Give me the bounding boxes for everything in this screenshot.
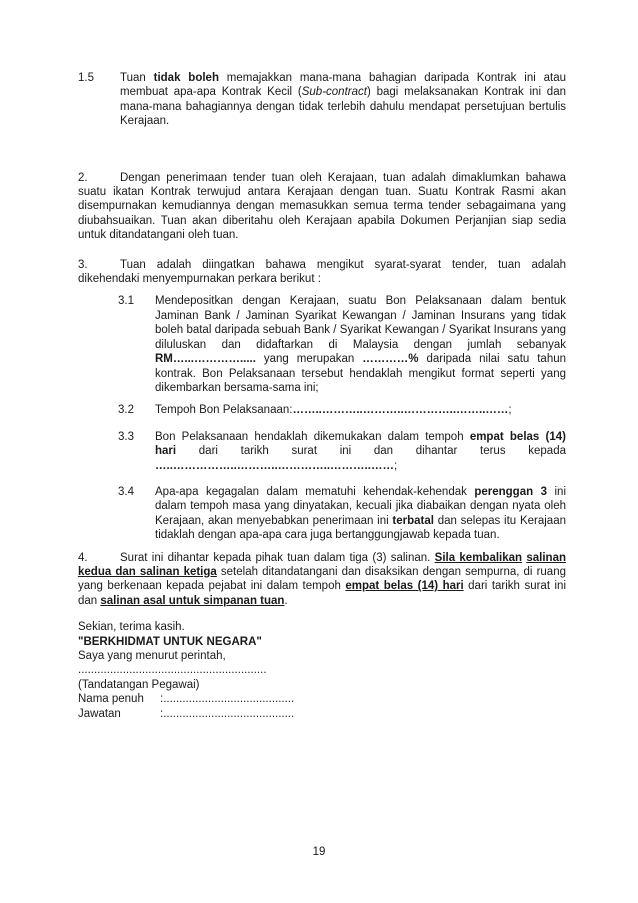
text-run: Apa-apa kegagalan dalam mematuhi kehendak-kehendak: [155, 485, 475, 498]
text-run: dari tarikh surat ini dan: [78, 580, 567, 607]
text-run: …..……………..………..…………..………..……: [155, 459, 394, 472]
paragraph-3: [78, 258, 566, 287]
clause-text: [120, 72, 566, 127]
text-run: Tuan adalah diingatkan bahawa mengikut syarat-syarat tender, tuan adalah dikehendaki menyempurnakan perkara berikut :: [78, 258, 566, 286]
text-run: ini dalam tempoh masa yang dinyatakan, kecuali jika diabaikan dengan nyata oleh Kerajaan, akan menyebabkan penerimaan ini: [155, 485, 566, 527]
clause-text: [155, 404, 512, 416]
text-run: perenggan 3: [474, 485, 548, 498]
clause-number: 4.: [78, 551, 88, 564]
signature-caption: (Tandatangan Pegawai): [78, 678, 200, 691]
text-run: Sub-contract: [301, 86, 367, 99]
clause-1-5: [78, 71, 566, 129]
text-run: dan selepas itu Kerajaan tidaklah dengan apa-apa cara juga bertanggungjawab kepada tuan.: [155, 514, 566, 542]
signature-title-row: [78, 707, 566, 721]
clause-number: 3.4: [118, 485, 134, 498]
text-run: tidak boleh: [153, 72, 219, 84]
clause-text: [78, 552, 566, 607]
clause-number: 3.3: [118, 430, 134, 443]
text-run: Bon Pelaksanaan hendaklah dikemukakan dalam tempoh: [155, 430, 470, 443]
text-run: .: [284, 594, 288, 607]
closing-thanks: Sekian, terima kasih.: [78, 621, 185, 634]
clause-number: 3.: [78, 258, 88, 271]
clause-text: [78, 259, 566, 285]
paragraph-2: [78, 171, 566, 243]
signature-block: [78, 663, 566, 721]
text-run: dari tarikh surat ini dan dihantar terus kepada: [176, 445, 566, 458]
text-run: ) bagi melaksanakan Kontrak ini dan mana-mana bahagiannya dengan tidak terlebih dahulu mendapat persetujuan bertulis Kerajaan.: [120, 86, 566, 128]
signature-title-label: Jawatan: [78, 707, 121, 720]
signature-name-label: Nama penuh: [78, 693, 144, 706]
text-run: Surat ini dihantar kepada pihak tuan dalam tiga (3) salinan.: [120, 551, 435, 564]
clause-number: 3.2: [118, 404, 134, 417]
text-run: Tuan: [120, 72, 154, 84]
paragraph-4: [78, 551, 566, 609]
text-run: …………%: [362, 353, 419, 366]
signature-dotted-line: ...........................................................: [78, 664, 267, 677]
subclause-3-1: [78, 294, 566, 395]
clause-text: [78, 172, 566, 242]
signature-name-row: [78, 692, 566, 706]
text-run: RM…...………….....: [155, 353, 256, 366]
subclause-3-4: [78, 485, 566, 543]
clause-number: 1.5: [78, 72, 94, 84]
document-content: [78, 71, 566, 721]
text-run: Mendepositkan dengan Kerajaan, suatu Bon Pelaksanaan dalam bentuk Jaminan Bank / Jaminan Syarikat Kewangan / Jaminan Insurans yang tidak boleh batal daripada sebuah Bank / Syarikat Kewangan / Syarikat Insurans yang diluluskan dan didaftarkan di Malaysia dengan jumlah sebanyak: [155, 295, 566, 351]
text-run: Sila kembalikan: [434, 551, 523, 564]
clause-text: [155, 486, 566, 541]
closing-motto: "BERKHIDMAT UNTUK NEGARA": [78, 635, 262, 648]
signature-name-value: :.........................................: [160, 693, 295, 706]
text-run: memajakkan mana-mana bahagian daripada Kontrak ini atau membuat apa-apa Kontrak Kecil (: [120, 72, 566, 99]
text-run: salinan kedua dan salinan ketiga: [78, 551, 566, 578]
text-run: empat belas (14) hari: [155, 430, 566, 458]
clause-number: 3.1: [118, 295, 134, 308]
subclause-3-3: [78, 430, 566, 473]
text-run: setelah ditandatangani dan disaksikan dengan sempurna, di ruang yang berkenaan kepada pejabat ini dalam tempoh: [78, 565, 566, 593]
closing-salutation: Saya yang menurut perintah,: [78, 650, 226, 662]
text-run: ;: [393, 459, 398, 472]
text-run: Tempoh Bon Pelaksanaan:: [155, 404, 293, 417]
signature-title-value: :.........................................: [160, 707, 295, 720]
text-run: yang merupakan: [255, 353, 363, 366]
subclause-3-2: [78, 403, 566, 417]
clause-number: 2.: [78, 171, 88, 184]
text-run: terbatal: [392, 514, 434, 527]
text-run: salinan asal untuk simpanan tuan: [100, 594, 285, 607]
text-run: ;: [508, 404, 512, 417]
text-run: empat belas (14) hari: [345, 580, 464, 593]
clause-text: [155, 431, 566, 472]
text-run: daripada nilai satu tahun kontrak. Bon Pelaksanaan tersebut hendaklah mengikut format seperti yang dikembarkan bersama-sama ini;: [155, 353, 567, 394]
page-number: 19: [312, 846, 326, 858]
text-run: ……..………..………..…………..……..……: [292, 404, 509, 417]
clause-text: [155, 295, 566, 393]
text-run: Dengan penerimaan tender tuan oleh Kerajaan, tuan adalah dimaklumkan bahawa suatu ikatan Kontrak terwujud antara Kerajaan dengan tuan. Suatu Kontrak Rasmi akan disempurnakan kemudiannya dengan memasukkan semua terma tender sebagaimana yang diubahsuaikan. Tuan akan diberitahu oleh Kerajaan apabila Dokumen Perjanjian siap sedia untuk ditandatangani oleh tuan.: [78, 171, 566, 242]
